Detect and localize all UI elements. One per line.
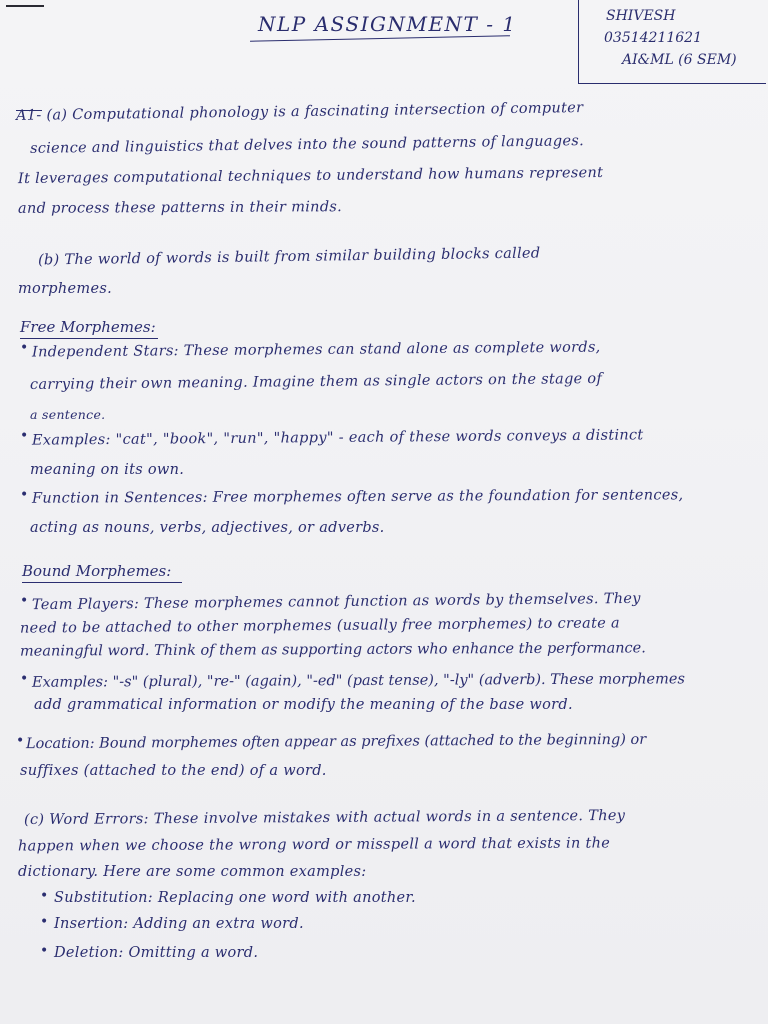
bullet-dot: • — [40, 914, 49, 930]
heading-underline — [20, 338, 158, 339]
section-c-line: happen when we choose the wrong word or misspell a word that exists in the — [17, 835, 611, 855]
bound-morphemes-line: add grammatical information or modify the meaning of the base word. — [34, 697, 573, 713]
bullet-dot: • — [40, 943, 49, 959]
bullet-dot: • — [16, 733, 25, 749]
bullet-dot: • — [20, 593, 29, 609]
section-a-line: and process these patterns in their minds. — [17, 199, 343, 217]
section-c-line: dictionary. Here are some common examples: — [18, 864, 367, 880]
student-id: 03514211621 — [604, 30, 702, 46]
bound-morphemes-line: Team Players: These morphemes cannot function as words by themselves. They — [31, 590, 641, 614]
bullet-dot: • — [20, 340, 29, 356]
section-c-line: Insertion: Adding an extra word. — [54, 916, 304, 932]
assignment-title: NLP ASSIGNMENT - 1 — [258, 12, 517, 36]
section-b-line: (b) The world of words is built from similar building blocks called — [37, 245, 541, 269]
section-a-line: A1- (a) Computational phonology is a fascinating intersection of computer — [15, 100, 584, 124]
bound-morphemes-line: need to be attached to other morphemes (usually free morphemes) to create a — [19, 615, 620, 637]
bound-morphemes-line: suffixes (attached to the end) of a word. — [20, 763, 327, 779]
section-a-line: science and linguistics that delves into the sound patterns of languages. — [29, 133, 585, 157]
section-a-line: It leverages computational techniques to understand how humans represent — [17, 164, 604, 188]
free-morphemes-line: Independent Stars: These morphemes can stand alone as complete words, — [31, 339, 601, 361]
section-c-line: Deletion: Omitting a word. — [54, 945, 259, 961]
bullet-dot: • — [20, 487, 29, 503]
bound-morphemes-line: meaningful word. Think of them as supporting actors who enhance the performance. — [19, 640, 646, 660]
bound-morphemes-line: Location: Bound morphemes often appear as prefixes (attached to the beginning) or — [25, 731, 647, 753]
bullet-dot: • — [40, 888, 49, 904]
section-c-line: (c) Word Errors: These involve mistakes with actual words in a sentence. They — [23, 807, 626, 829]
bound-morphemes-line: Examples: "-s" (plural), "re-" (again), "-ed" (past tense), "-ly" (adverb). These morphemes — [31, 671, 685, 691]
free-morphemes-line: Function in Sentences: Free morphemes often serve as the foundation for sentences, — [31, 487, 684, 507]
student-name: SHIVESH — [606, 8, 676, 24]
corner-dash — [6, 5, 44, 7]
bullet-dot: • — [20, 428, 29, 444]
student-class: AI&ML (6 SEM) — [622, 52, 737, 68]
bound-morphemes-heading: Bound Morphemes: — [22, 562, 172, 580]
section-c-line: Substitution: Replacing one word with another. — [54, 890, 416, 906]
free-morphemes-line: carrying their own meaning. Imagine them as single actors on the stage of — [29, 371, 603, 393]
title-underline — [250, 35, 510, 41]
free-morphemes-line: a sentence. — [30, 407, 106, 422]
free-morphemes-line: Examples: "cat", "book", "run", "happy" - each of these words conveys a distinct — [31, 427, 644, 449]
free-morphemes-line: meaning on its own. — [30, 462, 185, 478]
section-b-line: morphemes. — [18, 281, 112, 297]
free-morphemes-line: acting as nouns, verbs, adjectives, or adverbs. — [30, 520, 385, 536]
free-morphemes-heading: Free Morphemes: — [20, 318, 156, 336]
heading-underline — [22, 582, 182, 583]
bullet-dot: • — [20, 671, 29, 687]
